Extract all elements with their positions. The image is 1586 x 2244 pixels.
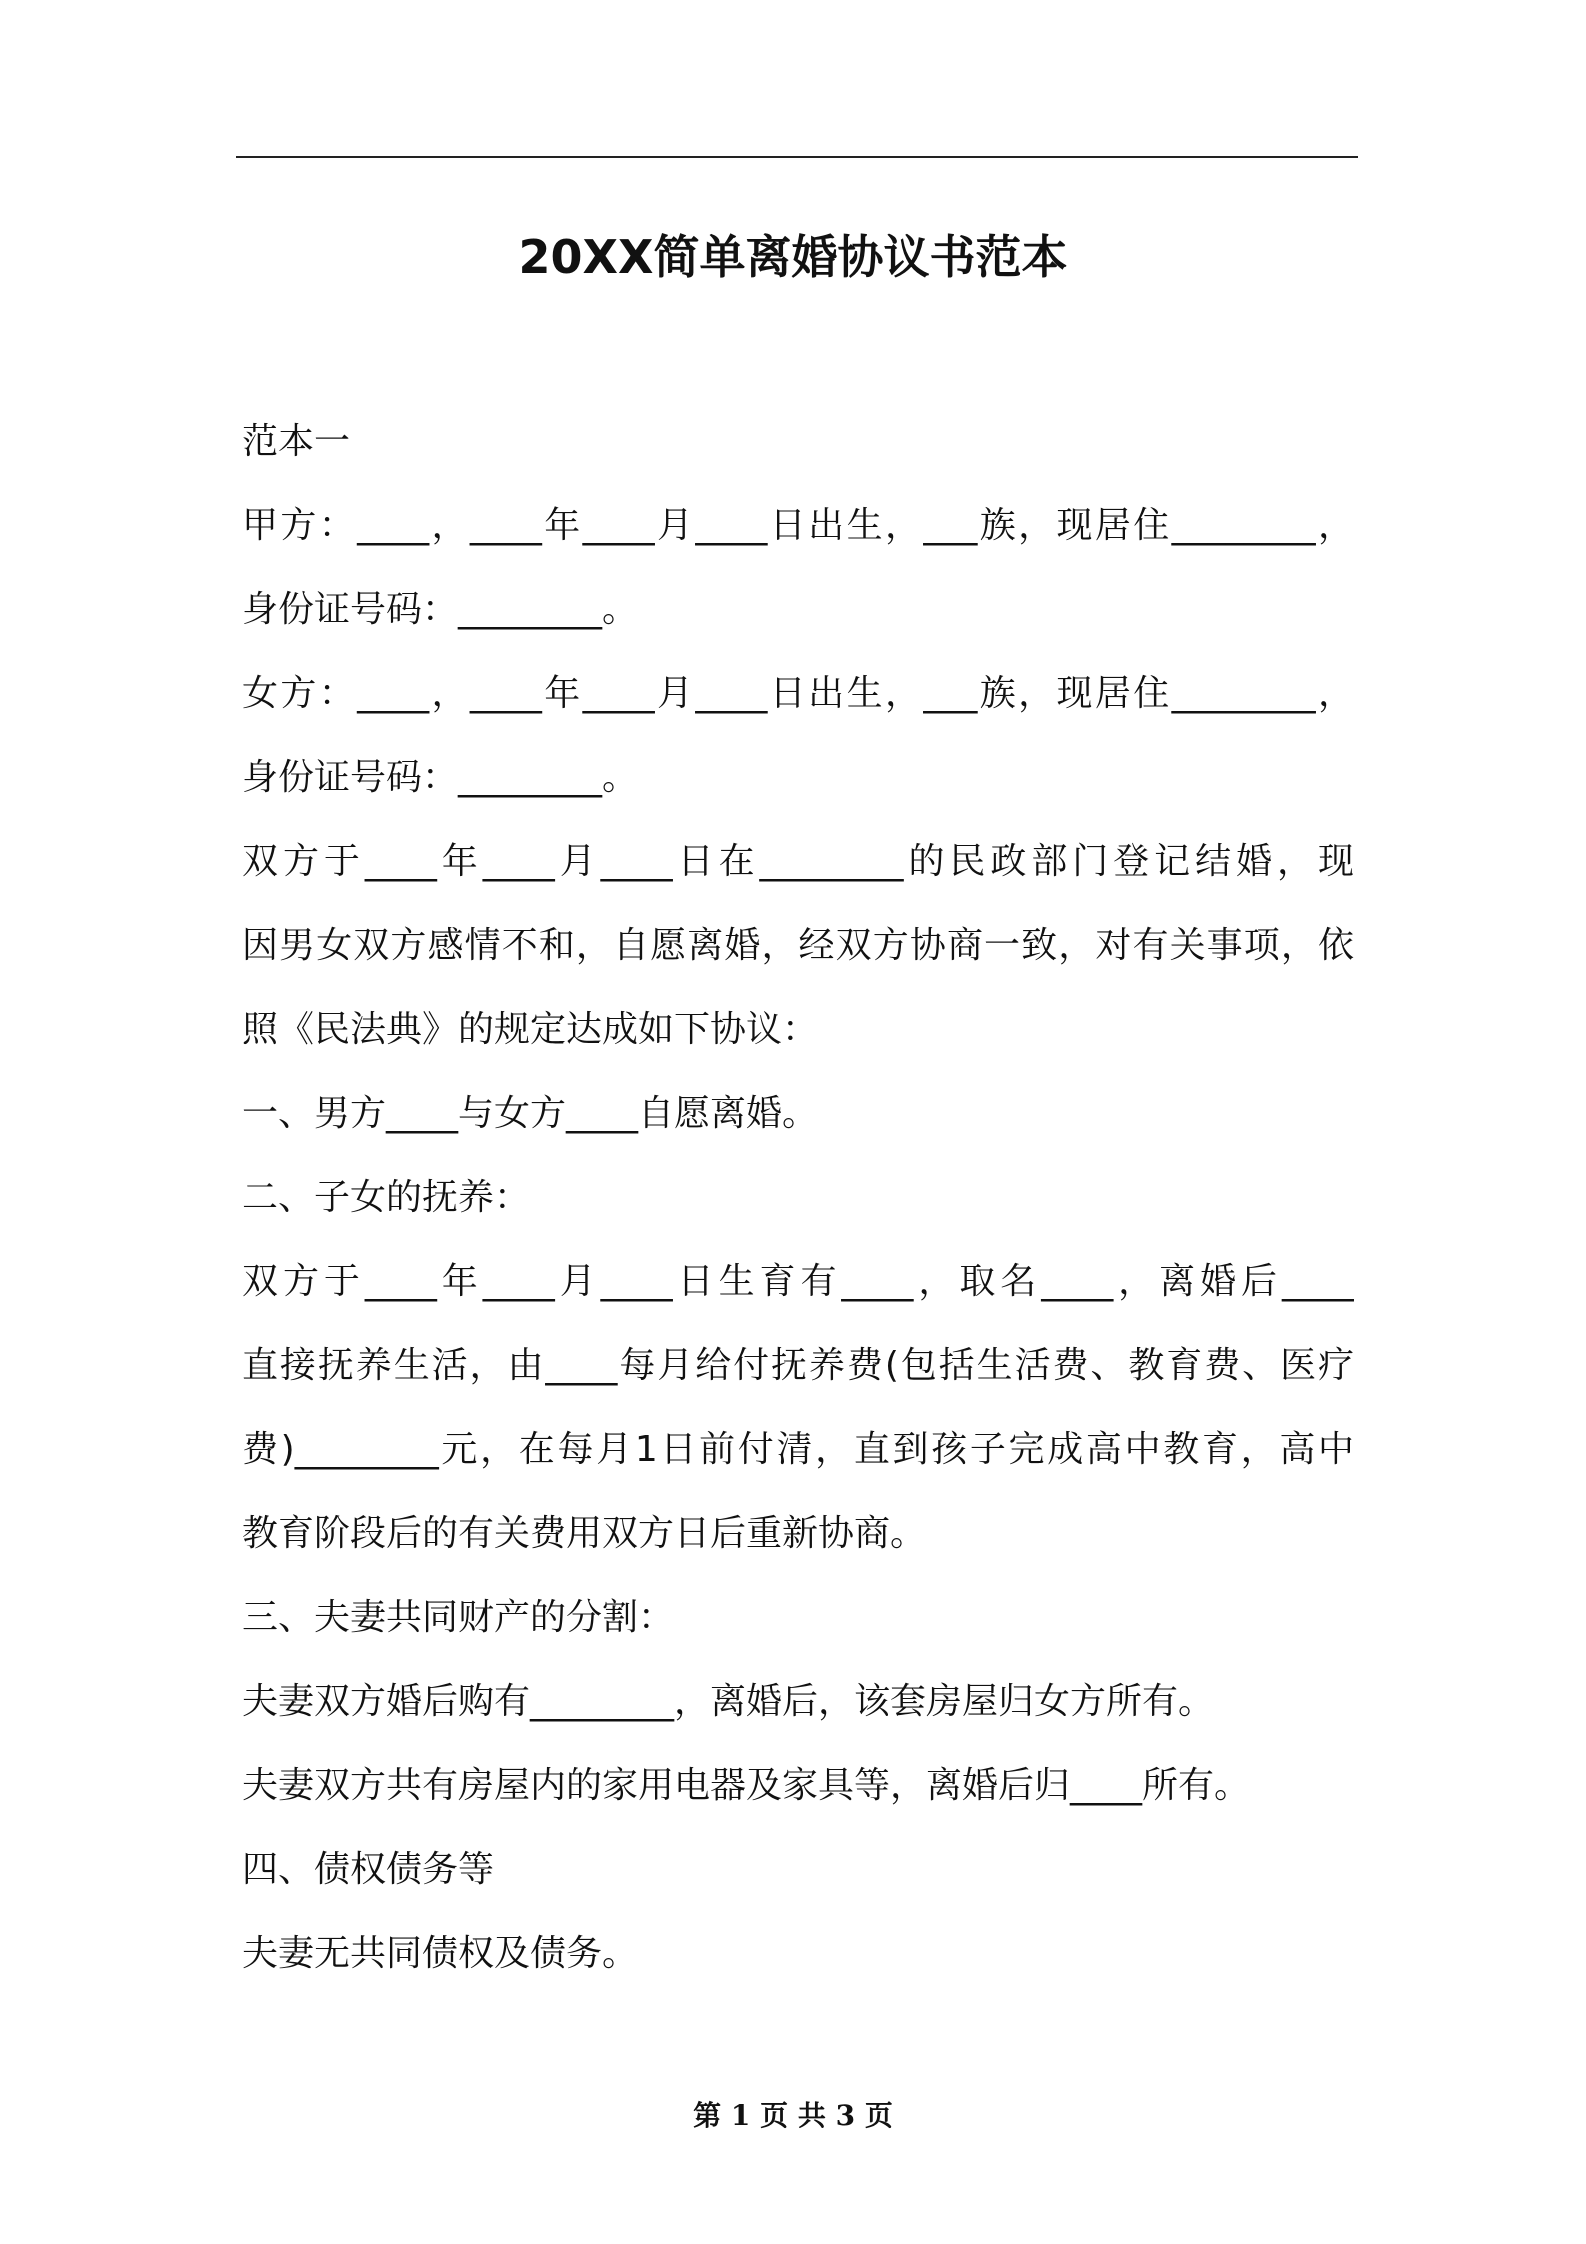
paragraph-line: 甲方：____，____年____月____日出生，___族，现居住________， bbox=[242, 505, 1354, 546]
paragraph-line: 身份证号码：________。 bbox=[242, 589, 639, 630]
paragraph-line: 双方于____年____月____日生育有____，取名____，离婚后____ bbox=[242, 1261, 1354, 1302]
paragraph-line: 双方于____年____月____日在________的民政部门登记结婚，现 bbox=[242, 841, 1354, 882]
header-rule bbox=[236, 156, 1358, 158]
clause-heading: 二、子女的抚养： bbox=[242, 1177, 531, 1218]
page-indicator: 第 1 页 共 3 页 bbox=[693, 2099, 893, 2132]
paragraph-line: 身份证号码：________。 bbox=[242, 757, 639, 798]
section-label: 范本一 bbox=[242, 421, 351, 462]
paragraph-line: 直接抚养生活，由____每月给付抚养费(包括生活费、教育费、医疗 bbox=[242, 1345, 1354, 1386]
paragraph-line: 教育阶段后的有关费用双方日后重新协商。 bbox=[242, 1513, 927, 1554]
paragraph-line: 费)________元，在每月1日前付清，直到孩子完成高中教育，高中 bbox=[242, 1429, 1354, 1470]
document-title: 20XX简单离婚协议书范本 bbox=[518, 230, 1068, 284]
clause-heading: 四、债权债务等 bbox=[242, 1849, 495, 1890]
paragraph-line: 夫妻双方共有房屋内的家用电器及家具等，离婚后归____所有。 bbox=[242, 1765, 1251, 1806]
document-body bbox=[242, 400, 1354, 1996]
paragraph-line: 女方：____，____年____月____日出生，___族，现居住________， bbox=[242, 673, 1354, 714]
paragraph-line: 夫妻双方婚后购有________，离婚后，该套房屋归女方所有。 bbox=[242, 1681, 1215, 1722]
clause-heading: 一、男方____与女方____自愿离婚。 bbox=[242, 1093, 819, 1134]
paragraph-line: 因男女双方感情不和，自愿离婚，经双方协商一致，对有关事项，依 bbox=[242, 925, 1354, 966]
paragraph-line: 照《民法典》的规定达成如下协议： bbox=[242, 1009, 819, 1050]
clause-heading: 三、夫妻共同财产的分割： bbox=[242, 1597, 675, 1638]
paragraph-line: 夫妻无共同债权及债务。 bbox=[242, 1933, 639, 1974]
